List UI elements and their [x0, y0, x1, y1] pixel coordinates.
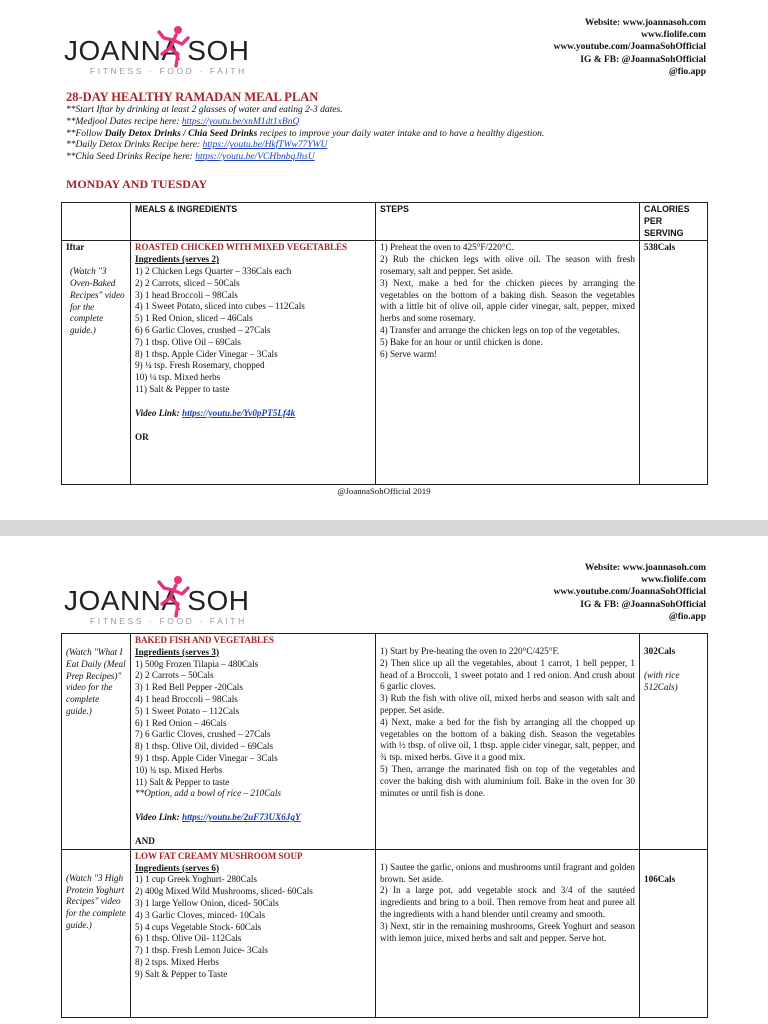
fish-video-link[interactable]: https://youtu.be/2uF73UX6JgY — [181, 812, 301, 823]
iftar-or: OR — [135, 431, 149, 442]
meal-table-2 — [61, 633, 708, 1018]
fish-dish-name: BAKED FISH AND VEGETABLES — [135, 635, 274, 645]
fish-label-cell — [62, 634, 131, 850]
step-item: 5) Bake for an hour or until chicken is done. — [380, 336, 543, 347]
fioapp-text-2: @fio.app — [668, 611, 706, 622]
ingredient-item: 1) 1 cup Greek Yoghurt- 280Cals — [135, 874, 257, 885]
ingredient-item: 11) Salt & Pepper to taste — [135, 776, 230, 787]
iftar-calories: 538Cals — [644, 242, 676, 253]
fish-ingredients-cell — [131, 634, 376, 850]
iftar-video-link[interactable]: https://youtu.be/Yv0pPT5Lf4k — [181, 407, 296, 418]
ingredient-item: 5) 1 Sweet Potato – 112Cals — [135, 705, 240, 716]
ingredient-item: 7) 1 tbsp. Fresh Lemon Juice- 3Cals — [135, 945, 268, 956]
fish-ingredients-list — [135, 659, 371, 789]
ingredient-item: 6) 6 Garlic Cloves, crushed – 27Cals — [135, 324, 271, 335]
soup-steps-cell — [376, 849, 640, 1017]
soup-ingredients-cell — [131, 849, 376, 1017]
social-text-2: IG & FB: @JoannaSohOfficial — [580, 599, 706, 610]
website-text[interactable]: Website: www.joannasoh.com — [584, 18, 706, 28]
intro-line-4: **Daily Detox Drinks Recipe here: https://youtu.be/HkfTWw77YWU — [66, 140, 328, 151]
fish-calories-note: (with rice 512Cals) — [644, 669, 680, 692]
ingredient-item: 9) 1 tbsp. Apple Cider Vinegar – 3Cals — [135, 752, 278, 763]
logo-name: JOANNA SOH — [64, 35, 250, 66]
ingredient-item: 5) 1 Red Onion, sliced – 46Cals — [135, 313, 253, 324]
fish-video: Video Link: https://youtu.be/2uF73UX6JgY — [135, 812, 301, 823]
step-item: 1) Sautee the garlic, onions and mushrooms until fragrant and golden brown. Set aside. — [380, 861, 635, 884]
soup-dish-name: LOW FAT CREAMY MUSHROOM SOUP — [135, 850, 303, 861]
soup-calories-cell — [640, 849, 708, 1017]
ingredient-item: 9) Salt & Pepper to Taste — [135, 968, 228, 979]
iftar-ingredients-cell — [131, 241, 376, 485]
ingredient-item: 11) Salt & Pepper to taste — [135, 383, 230, 394]
fish-and: AND — [135, 835, 155, 846]
ingredient-item: 2) 2 Carrots, sliced – 50Cals — [135, 277, 240, 288]
logo-tagline: FITNESS · FOOD · FAITH — [90, 66, 247, 76]
ingredient-item: 8) 1 tbsp. Olive Oil, divided – 69Cals — [135, 741, 274, 752]
iftar-calories-cell — [640, 241, 708, 485]
brand-logo-2 — [64, 586, 254, 636]
runner-icon — [156, 24, 190, 68]
iftar-video: Video Link: https://youtu.be/Yv0pPT5Lf4k — [135, 407, 296, 418]
page-2 — [0, 536, 768, 1024]
social-text: IG & FB: @JoannaSohOfficial — [580, 54, 706, 65]
page-title: 28-DAY HEALTHY RAMADAN MEAL PLAN — [66, 90, 319, 104]
step-item: 6) Serve warm! — [380, 348, 438, 359]
step-item: 2) In a large pot, add vegetable stock and 3/4 of the sautéed ingredients and bring to a boil. Then remove from heat and puree all the ingredients with a hand blender until creamy and smooth. — [380, 885, 635, 919]
header-steps: STEPS — [376, 203, 640, 241]
fiolife-text-2[interactable]: www.fiolife.com — [641, 575, 706, 586]
soup-ingredients-heading: Ingredients (serves 6) — [135, 862, 220, 873]
ingredient-item: 1) 500g Frozen Tilapia – 480Cals — [135, 658, 259, 669]
soup-watch-note: (Watch "3 High Protein Yoghurt Recipes" video for the complete guide.) — [66, 872, 126, 930]
soup-steps-list — [380, 862, 635, 945]
ingredient-item: 3) 1 head Broccoli – 98Cals — [135, 289, 238, 300]
ingredient-item: 1) 2 Chicken Legs Quarter – 336Cals each — [135, 265, 292, 276]
fish-ingredients-heading: Ingredients (serves 3) — [135, 646, 220, 657]
header-blank — [62, 203, 131, 241]
fish-steps-list — [380, 646, 635, 799]
step-item: 1) Preheat the oven to 425°F/220°C. — [380, 242, 514, 253]
soup-ingredients-list — [135, 874, 371, 980]
soup-calories: 106Cals — [644, 873, 676, 884]
iftar-steps-cell — [376, 241, 640, 485]
ingredient-item: 7) 6 Garlic Cloves, crushed – 27Cals — [135, 729, 271, 740]
intro-line-1: **Start Iftar by drinking at least 2 glasses of water and eating 2-3 dates. — [66, 105, 343, 115]
ingredient-item: 7) 1 tbsp. Olive Oil – 69Cals — [135, 336, 241, 347]
step-item: 3) Next, make a bed for the chicken pieces by arranging the vegetables on the bottom of a baking dish. Season the vegetables with a little bit of olive oil, apple cider vinegar, salt, pepper, mixed herbs and some rosemary. — [380, 277, 635, 324]
fiolife-text[interactable]: www.fiolife.com — [641, 30, 706, 41]
meal-table-1 — [61, 202, 708, 485]
runner-icon — [156, 574, 190, 618]
intro-line-3: **Follow Daily Detox Drinks / Chia Seed Drinks recipes to improve your daily water intake and to have a healthy digestion. — [66, 128, 545, 139]
fish-steps-cell — [376, 634, 640, 850]
fish-calories-cell — [640, 634, 708, 850]
intro-line-5: **Chia Seed Drinks Recipe here: https://youtu.be/VCHbnbqJhsU — [66, 152, 315, 163]
iftar-steps-list — [380, 242, 635, 360]
fish-calories: 302Cals — [644, 646, 676, 656]
contact-block-2 — [553, 562, 706, 623]
iftar-label-cell — [62, 241, 131, 485]
fish-option: **Option, add a bowl of rice – 210Cals — [135, 788, 281, 799]
brand-logo — [64, 36, 254, 86]
ingredient-item: 8) 1 tbsp. Apple Cider Vinegar – 3Cals — [135, 348, 278, 359]
step-item: 5) Then, arrange the marinated fish on top of the vegetables and cover the baking dish with aluminium foil. Bake in the oven for 30 minutes or until fish is done. — [380, 763, 635, 798]
ingredient-item: 9) ¼ tsp. Fresh Rosemary, chopped — [135, 360, 265, 371]
step-item: 3) Rub the fish with olive oil, mixed herbs and season with salt and pepper. Set aside. — [380, 693, 635, 715]
youtube-text-2[interactable]: www.youtube.com/JoannaSohOfficial — [553, 587, 706, 598]
chia-recipe-link[interactable]: https://youtu.be/VCHbnbqJhsU — [195, 152, 315, 163]
detox-recipe-link[interactable]: https://youtu.be/HkfTWw77YWU — [202, 140, 328, 151]
step-item: 4) Next, make a bed for the fish by arranging all the chopped up vegetables on the bottom of a baking dish. Season the vegetables with ½ tbsp. of olive oil, 1 tbsp. apple cider vinegar, salt, pepper, and ¾ tsp. mixed herbs. Give it a good mix. — [380, 716, 635, 763]
step-item: 1) Start by Pre-heating the oven to 220°C/425°F. — [380, 646, 560, 656]
iftar-dish-name: ROASTED CHICKED WITH MIXED VEGETABLES — [135, 242, 348, 253]
ingredient-item: 4) 1 head Broccoli – 98Cals — [135, 693, 238, 704]
intro-line-2: **Medjool Dates recipe here: https://youtu.be/xnM1dt1xBnQ — [66, 116, 300, 127]
page-footer: @JoannaSohOfficial 2019 — [337, 486, 431, 496]
header-calories: CALORIES PER SERVING — [640, 203, 708, 241]
iftar-ingredients-list — [135, 266, 371, 396]
header-meals: MEALS & INGREDIENTS — [131, 203, 376, 241]
website-text-2[interactable]: Website: www.joannasoh.com — [584, 563, 706, 573]
day-heading: MONDAY AND TUESDAY — [66, 177, 208, 191]
dates-recipe-link[interactable]: https://youtu.be/xnM1dt1xBnQ — [181, 116, 300, 127]
ingredient-item: 3) 1 Red Bell Pepper -20Cals — [135, 682, 243, 693]
ingredient-item: 6) 1 Red Onion – 46Cals — [135, 717, 227, 728]
iftar-ingredients-heading: Ingredients (serves 2) — [135, 254, 220, 265]
ingredient-item: 2) 2 Carrots – 50Cals — [135, 670, 214, 681]
ingredient-item: 10) ¾ tsp. Mixed Herbs — [135, 764, 223, 775]
iftar-label: Iftar — [66, 242, 85, 253]
soup-label-cell — [62, 849, 131, 1017]
step-item: 2) Then slice up all the vegetables, about 1 carrot, 1 bell pepper, 1 head of a Broccoli, 1 sweet potato and 1 red onion. And crush about 6 garlic cloves. — [380, 657, 635, 692]
step-item: 3) Next, stir in the remaining mushrooms, Greek Yoghurt and season with lemon juice, mixed herbs and salt and pepper. Serve hot. — [380, 920, 635, 943]
logo-name-2: JOANNA SOH — [64, 585, 250, 616]
ingredient-item: 4) 3 Garlic Cloves, minced- 10Cals — [135, 909, 266, 920]
iftar-watch-note: (Watch "3 Oven-Baked Recipes" video for the complete guide.) — [70, 266, 125, 336]
ingredient-item: 3) 1 large Yellow Onion, diced- 50Cals — [135, 897, 279, 908]
ingredient-item: 6) 1 tbsp. Olive Oil- 112Cals — [135, 933, 242, 944]
step-item: 4) Transfer and arrange the chicken legs on top of the vegetables. — [380, 324, 620, 335]
youtube-text[interactable]: www.youtube.com/JoannaSohOfficial — [553, 42, 706, 53]
ingredient-item: 4) 1 Sweet Potato, sliced into cubes – 112Cals — [135, 301, 305, 312]
ingredient-item: 8) 2 tsps. Mixed Herbs — [135, 956, 219, 967]
intro-notes — [66, 105, 544, 164]
ingredient-item: 2) 400g Mixed Wild Mushrooms, sliced- 60Cals — [135, 886, 313, 897]
fish-watch-note: (Watch "What I Eat Daily (Meal Prep Recipes)" video for the complete guide.) — [66, 647, 126, 716]
fioapp-text: @fio.app — [668, 66, 706, 77]
contact-block — [553, 17, 706, 78]
ingredient-item: 5) 4 cups Vegetable Stock- 60Cals — [135, 921, 262, 932]
ingredient-item: 10) ¼ tsp. Mixed herbs — [135, 372, 221, 383]
step-item: 2) Rub the chicken legs with olive oil. The season with fresh rosemary, salt and pepper. Set aside. — [380, 254, 635, 276]
logo-tagline-2: FITNESS · FOOD · FAITH — [90, 616, 247, 626]
